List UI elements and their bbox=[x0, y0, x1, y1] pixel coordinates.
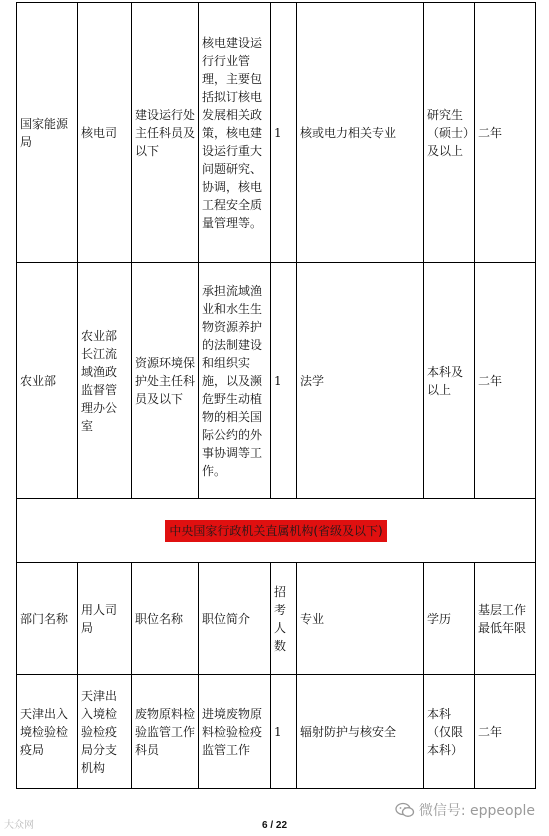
major-cell: 法学 bbox=[297, 263, 424, 499]
education-cell: 研究生（硕士）及以上 bbox=[424, 3, 475, 263]
major-cell: 核或电力相关专业 bbox=[297, 3, 424, 263]
experience-cell: 二年 bbox=[475, 675, 536, 789]
education-cell: 本科（仅限本科） bbox=[424, 675, 475, 789]
header-position: 职位名称 bbox=[132, 563, 199, 675]
dept-cell: 农业部 bbox=[17, 263, 78, 499]
header-experience: 基层工作最低年限 bbox=[475, 563, 536, 675]
header-dept: 部门名称 bbox=[17, 563, 78, 675]
section-banner: 中央国家行政机关直属机构(省级及以下) bbox=[165, 520, 386, 542]
position-cell: 建设运行处主任科员及以下 bbox=[132, 3, 199, 263]
employer-cell: 天津出入境检验检疫局分支机构 bbox=[78, 675, 132, 789]
header-major: 专业 bbox=[297, 563, 424, 675]
table-row bbox=[17, 3, 536, 263]
count-cell: 1 bbox=[271, 263, 297, 499]
employer-cell: 农业部长江流域渔政监督管理办公室 bbox=[78, 263, 132, 499]
header-row bbox=[17, 563, 536, 675]
section-row bbox=[17, 499, 536, 563]
header-employer: 用人司局 bbox=[78, 563, 132, 675]
table-row bbox=[17, 675, 536, 789]
major-cell: 辐射防护与核安全 bbox=[297, 675, 424, 789]
watermark-right-text: 微信号: eppeople bbox=[418, 803, 535, 819]
watermark-left: 大众网 bbox=[4, 820, 34, 831]
page-footer bbox=[0, 803, 549, 836]
intro-cell: 核电建设运行行业管理，主要包括拟订核电发展相关政策，核电建设运行重大问题研究、协调，核电工程安全质量管理等。 bbox=[199, 3, 271, 263]
header-intro: 职位简介 bbox=[199, 563, 271, 675]
table-row bbox=[17, 263, 536, 499]
experience-cell: 二年 bbox=[475, 263, 536, 499]
dept-cell: 天津出入境检验检疫局 bbox=[17, 675, 78, 789]
employer-cell: 核电司 bbox=[78, 3, 132, 263]
position-cell: 资源环境保护处主任科员及以下 bbox=[132, 263, 199, 499]
header-count: 招考人数 bbox=[271, 563, 297, 675]
page-number: 6 / 22 bbox=[261, 820, 288, 831]
count-cell: 1 bbox=[271, 675, 297, 789]
count-cell: 1 bbox=[271, 3, 297, 263]
dept-cell: 国家能源局 bbox=[17, 3, 78, 263]
job-table bbox=[16, 2, 536, 789]
intro-cell: 进境废物原料检验检疫监管工作 bbox=[199, 675, 271, 789]
education-cell: 本科及以上 bbox=[424, 263, 475, 499]
wechat-icon bbox=[395, 802, 415, 818]
position-cell: 废物原料检验监管工作科员 bbox=[132, 675, 199, 789]
intro-cell: 承担流域渔业和水生生物资源养护的法制建设和组织实施，以及濒危野生动植物的相关国际公约的外事协调等工作。 bbox=[199, 263, 271, 499]
watermark-right bbox=[395, 800, 535, 820]
experience-cell: 二年 bbox=[475, 3, 536, 263]
header-education: 学历 bbox=[424, 563, 475, 675]
